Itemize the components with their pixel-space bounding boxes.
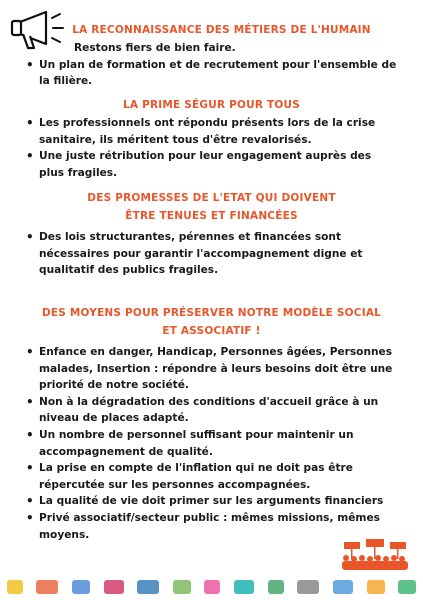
section-reconnaissance <box>26 40 398 90</box>
list-item: • Enfance en danger, Handicap, Personnes âgées, Personnes malades, Insertion : répondre à leurs besoins doit être une priorité de notre société. <box>26 344 398 394</box>
heading-line: ÊTRE TENUES ET FINANCÉES <box>125 210 298 222</box>
partner-logo <box>367 580 385 594</box>
section-promesses <box>26 229 398 279</box>
heading-line: ET ASSOCIATIF ! <box>162 325 261 337</box>
partner-logo <box>72 580 90 594</box>
partner-logo <box>268 580 284 594</box>
partner-logo <box>234 580 254 594</box>
intro-text: Restons fiers de bien faire. <box>74 42 236 54</box>
list-item: • La qualité de vie doit primer sur les arguments financiers <box>26 493 398 510</box>
partner-logo <box>7 580 23 594</box>
list-item: • Un plan de formation et de recrutement pour l'ensemble de la filière. <box>26 57 398 90</box>
list-item: • Des lois structurantes, pérennes et financées sont nécessaires pour garantir l'accompagnement digne et qualitatif des publics fragiles. <box>26 229 398 279</box>
partner-logo <box>173 580 191 594</box>
partner-logo <box>333 580 353 594</box>
list-item: • Une juste rétribution pour leur engagement auprès des plus fragiles. <box>26 148 398 181</box>
heading-line: DES PROMESSES DE L'ETAT QUI DOIVENT <box>87 192 336 204</box>
protest-crowd-icon <box>340 538 410 570</box>
list-item: • Un nombre de personnel suffisant pour maintenir un accompagnement de qualité. <box>26 427 398 460</box>
partner-logo <box>36 580 58 594</box>
list-item: • La prise en compte de l'inflation qui ne doit pas être répercutée sur les personnes accompagnées. <box>26 460 398 493</box>
section-moyens <box>26 344 398 543</box>
heading-prime-segur: LA PRIME SÉGUR POUR TOUS <box>123 99 300 111</box>
list-item: • Privé associatif/secteur public : mêmes missions, mêmes moyens. <box>26 510 398 543</box>
heading-line: DES MOYENS POUR PRÉSERVER NOTRE MODÈLE SOCIAL <box>41 307 382 319</box>
partner-logos <box>0 574 423 600</box>
partner-logo <box>137 580 159 594</box>
section-prime-segur <box>26 115 398 181</box>
partner-logo <box>104 580 124 594</box>
heading-moyens <box>0 305 423 339</box>
partner-logo <box>204 580 220 594</box>
partner-logo <box>398 580 416 594</box>
heading-promesses <box>0 190 423 224</box>
heading-reconnaissance: LA RECONNAISSANCE DES MÉTIERS DE L'HUMAIN <box>72 24 371 36</box>
list-item: • Les professionnels ont répondu présents lors de la crise sanitaire, ils méritent tous d'être revalorisés. <box>26 115 398 148</box>
list-item: • Non à la dégradation des conditions d'accueil grâce à un niveau de places adapté. <box>26 394 398 427</box>
partner-logo <box>297 580 319 594</box>
